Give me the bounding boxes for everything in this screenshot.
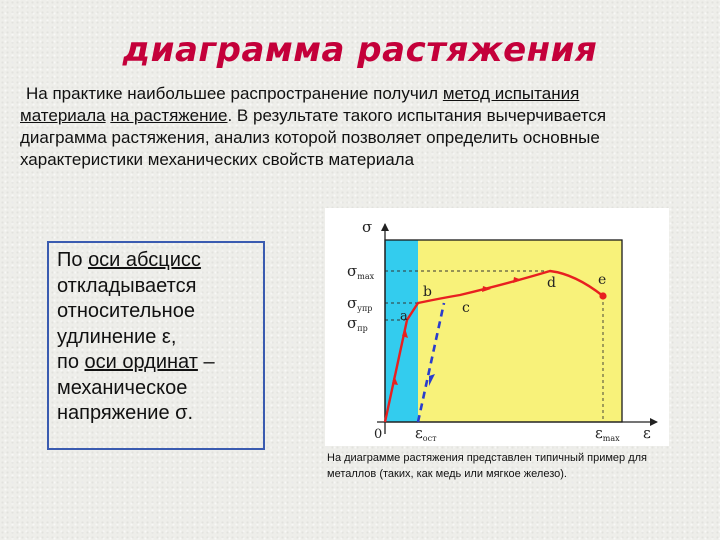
- sigma-pr-label: $\sigma_{пр}$: [347, 314, 368, 333]
- note-line-3: относительное: [57, 300, 195, 322]
- note-line-2: откладывается: [57, 274, 197, 297]
- point-e-label: e: [598, 272, 607, 288]
- eps-max-label: $\varepsilon_{max}$: [595, 424, 620, 443]
- note-line-5: по оси ординат –: [57, 351, 215, 373]
- link-ordinate[interactable]: оси ординат: [84, 351, 198, 373]
- intro-paragraph: [20, 83, 692, 171]
- y-axis-label: σ: [362, 218, 373, 236]
- link-material[interactable]: материала: [20, 106, 106, 125]
- point-a-label: a: [400, 309, 408, 324]
- point-d-label: d: [547, 275, 556, 291]
- x-axis-label: ε: [643, 424, 651, 442]
- sigma-upr-label: $\sigma_{упр}$: [347, 294, 373, 313]
- note-line-4: удлинение ε,: [57, 325, 177, 348]
- stress-strain-diagram: [325, 208, 669, 446]
- page-title: диаграмма растяжения: [122, 30, 598, 70]
- point-b-label: b: [423, 284, 432, 300]
- link-abscissa[interactable]: оси абсцисс: [88, 249, 201, 271]
- link-test-method[interactable]: метод испытания: [442, 84, 580, 103]
- diagram-caption: На диаграмме растяжения представлен типичный пример для металлов (таких, как медь или мягкое железо).: [327, 452, 648, 480]
- point-c-label: c: [462, 300, 470, 316]
- intro-text-1: На практике наибольшее распространение получил: [26, 84, 443, 103]
- link-tension[interactable]: на растяжение: [110, 106, 228, 125]
- note-line-1: По оси абсцисс: [57, 249, 201, 271]
- note-line-6: механическое: [57, 376, 188, 399]
- plastic-zone: [418, 240, 622, 422]
- note-line-7: напряжение σ.: [57, 402, 194, 424]
- eps-ost-label: $\varepsilon_{ост}$: [415, 424, 437, 443]
- intro-text-3: . В результате такого испытания вычерчивается диаграмма растяжения, анализ которой позволяет определить основные характеристики механических свойств материала: [20, 106, 607, 169]
- sigma-max-label: $\sigma_{max}$: [347, 262, 375, 281]
- origin-label: 0: [374, 427, 383, 442]
- axes-note-box: [47, 241, 265, 450]
- break-point: [599, 292, 606, 299]
